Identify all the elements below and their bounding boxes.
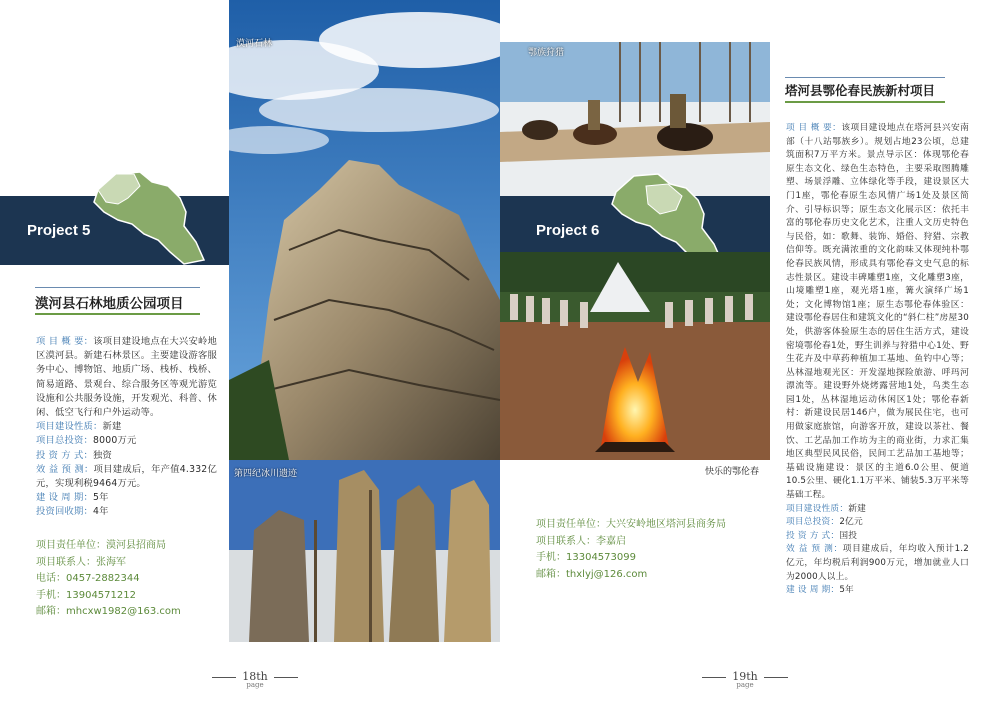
fact-value: 项目建成后，年均收入预计1.2亿元，年均税后利润900万元，增加就业人口为2000人以上。 xyxy=(786,544,969,582)
fact-label: 项目建设性质： xyxy=(36,421,103,433)
fact-row xyxy=(786,530,969,544)
fact-label: 建 设 周 期： xyxy=(36,492,93,504)
photo-caption-stone-forest: 漠河石林 xyxy=(236,39,273,49)
overview-paragraph xyxy=(36,335,217,420)
title-rule-bottom-right xyxy=(785,101,945,103)
photo-caption-glacier: 第四纪冰川遗迹 xyxy=(234,469,298,479)
fact-row xyxy=(36,491,217,505)
project-5-details xyxy=(36,335,217,520)
fact-value: 项目建成后，年产值4.332亿元，实现利税9464万元。 xyxy=(36,463,218,490)
fact-value: 国投 xyxy=(839,530,858,541)
contact-email[interactable]: 邮箱：thxlyj@126.com xyxy=(536,568,648,580)
contact-person: 项目联系人：张海军 xyxy=(36,556,126,568)
fact-row xyxy=(786,543,969,584)
project-6-contacts xyxy=(536,517,766,583)
fact-label: 投 资 方 式： xyxy=(36,449,93,461)
photo-caption-hunting: 鄂族狩猎 xyxy=(528,48,565,58)
stone-forest-photo xyxy=(229,0,500,460)
fact-row xyxy=(36,463,217,491)
bonfire-dance-photo xyxy=(500,252,770,460)
contact-mobile: 手机：13904571212 xyxy=(36,589,136,601)
fact-label: 建 设 周 期： xyxy=(786,585,840,596)
fact-value: 8000万元 xyxy=(92,435,137,447)
overview-text: 该项目建设地点在大兴安岭地区漠河县。新建石林景区。主要建设游客服务中心、博物馆、地质广场、栈桥、栈桥、简易道路、景观台、综合服务区等观光游览设施和公共服务设施，开发观光、科普、休闲、低空飞行和户外运动等。 xyxy=(36,336,217,419)
page-label: page xyxy=(736,681,754,689)
fact-value: 独资 xyxy=(92,449,112,461)
page-number-left xyxy=(205,670,305,689)
fact-value: 新建 xyxy=(102,421,122,433)
project-6-details xyxy=(786,122,969,598)
photo-caption-bonfire: 快乐的鄂伦春 xyxy=(705,467,760,477)
fact-label: 投 资 方 式： xyxy=(786,530,840,541)
fact-label: 项目建设性质： xyxy=(786,503,849,514)
fact-label: 项目总投资： xyxy=(36,435,93,447)
overview-label: 项 目 概 要： xyxy=(36,336,94,347)
fact-value: 4年 xyxy=(92,506,109,518)
page-number-right xyxy=(695,670,795,689)
page-number-text: 19th xyxy=(732,670,758,683)
project-5-label: Project 5 xyxy=(27,222,91,239)
contact-email[interactable]: 邮箱：mhcxw1982@163.com xyxy=(36,606,181,617)
fact-row xyxy=(36,434,217,448)
contact-unit: 项目责任单位：大兴安岭地区塔河县商务局 xyxy=(536,519,726,530)
page-label: page xyxy=(246,681,264,689)
fact-row xyxy=(36,420,217,434)
fact-row xyxy=(786,584,969,598)
glacier-relic-photo xyxy=(229,460,500,642)
project-6-title: 塔河县鄂伦春民族新村项目 xyxy=(785,83,936,98)
title-rule-top-right xyxy=(785,77,945,78)
fact-value: 2亿元 xyxy=(839,517,863,528)
title-rule-top-left xyxy=(35,287,200,288)
overview-text: 该项目建设地点在塔河县兴安南部（十八站鄂族乡）。规划占地23公顷，总建筑面积7万平方米。景点导示区：体现鄂伦春原生态文化、绿色生态特色，主要采取图腾雕塑、场景浮雕、立体绿化等手段，建设景区大门1座，鄂伦春原生态风情广场1处及景区简介、引导标识等；原生态文化展示区：依托丰富的鄂伦春历史文化艺术，注重人文历史特色与民俗，如：歌舞、装饰、婚俗、狩猎、宗教信仰等。既充满浓重的文化韵味又体现纯朴鄂伦春民族风情，形成具有鄂伦春文史气息的标志性景区。建设丰碑雕塑1座，文化雕塑3座，山境雕塑1座，观光塔1座，篝火演绎广场1处；文化博物馆1座；原生态鄂伦春体验区：建设鄂伦春居住和建筑文化的“斜仁柱”房屋30处，供游客体验原生态的居住生活方式，建设密境鄂伦春1处，野生训养与狩猎中心1处、野生花卉及中草药种植加工基地、鱼钓中心等；丛林湿地观光区：开发湿地探险旅游、呼玛河漂流等。建设野外烧烤露营地1处，鸟类生态园1处，丛林湿地运动休闲区1处；鄂伦春新村：新建设民居146户，做为展民住宅，也可用做家庭旅馆，向游客开放，建设以茶社、餐饮、工艺品加工作坊为主的商业街，力求汇集地区典型民风民俗，民间工艺品加工基地等；基础设施建设：景区的主道6.0公里、便道10.5公里、硬化1.1万平米、铺装5.3万平米等基础工程。 xyxy=(786,123,969,501)
overview-paragraph xyxy=(786,122,969,503)
fact-row xyxy=(36,449,217,463)
fact-label: 项目总投资： xyxy=(786,517,840,528)
project-5-title: 漠河县石林地质公园项目 xyxy=(35,296,184,312)
fact-label: 效 益 预 测： xyxy=(786,544,843,555)
page-number-text: 18th xyxy=(242,670,268,683)
title-rule-bottom-left xyxy=(35,313,200,315)
contact-person: 项目联系人：李嘉启 xyxy=(536,535,626,547)
fact-value: 5年 xyxy=(839,585,854,596)
fact-value: 5年 xyxy=(92,492,109,504)
project-5-contacts xyxy=(36,538,221,621)
fact-label: 效 益 预 测： xyxy=(36,463,94,475)
contact-unit: 项目责任单位：漠河县招商局 xyxy=(36,540,166,551)
contact-mobile: 手机：13304573099 xyxy=(536,552,636,563)
fact-row xyxy=(786,516,969,530)
fact-value: 新建 xyxy=(848,503,866,514)
fact-label: 投资回收期： xyxy=(36,506,93,518)
region-map-left xyxy=(88,168,208,268)
fact-row xyxy=(786,503,969,517)
fact-row xyxy=(36,505,217,519)
project-6-label: Project 6 xyxy=(536,222,600,239)
contact-phone: 电话：0457-2882344 xyxy=(36,573,140,584)
overview-label: 项 目 概 要： xyxy=(786,123,842,133)
